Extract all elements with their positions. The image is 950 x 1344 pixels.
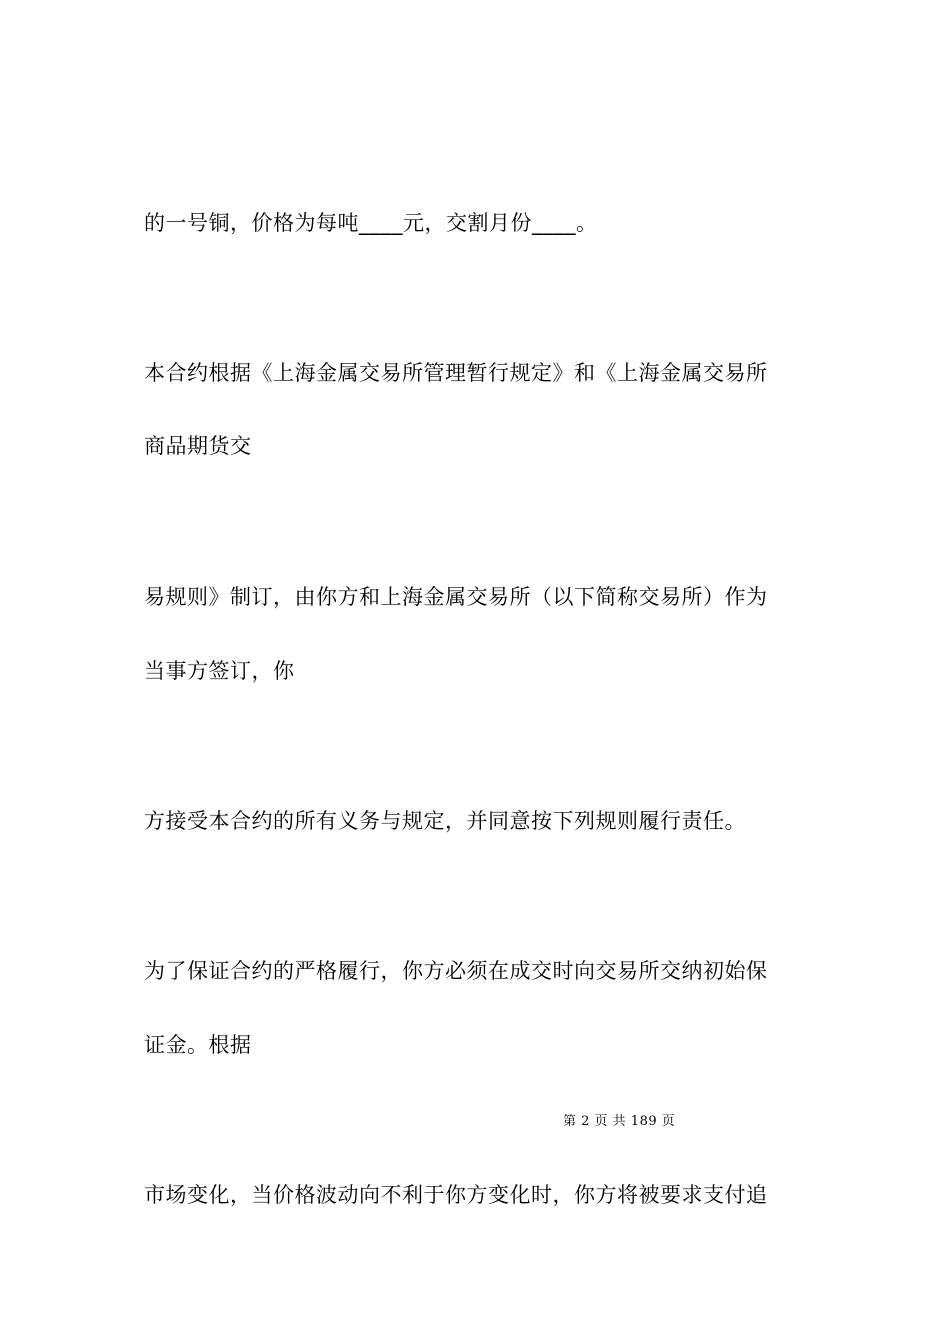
- text-line-6: 方接受本合约的所有义务与规定，并同意按下列规则履行责任。: [144, 809, 746, 833]
- text-line-2: 本合约根据《上海金属交易所管理暂行规定》和《上海金属交易所: [144, 361, 768, 385]
- text-line-3: 商品期货交: [144, 434, 252, 458]
- text-line-1: 的一号铜，价格为每吨____元，交割月份____。: [144, 211, 598, 235]
- page-number-footer: 第 2 页 共 189 页: [563, 1114, 676, 1129]
- text-line-5: 当事方签订，你: [144, 659, 295, 683]
- text-line-9: 市场变化，当价格波动向不利于你方变化时，你方将被要求支付追: [144, 1183, 768, 1207]
- text-line-4: 易规则》制订，由你方和上海金属交易所（以下简称交易所）作为: [144, 585, 768, 609]
- text-line-8: 证金。根据: [144, 1033, 252, 1057]
- text-line-7: 为了保证合约的严格履行，你方必须在成交时向交易所交纳初始保: [144, 959, 768, 983]
